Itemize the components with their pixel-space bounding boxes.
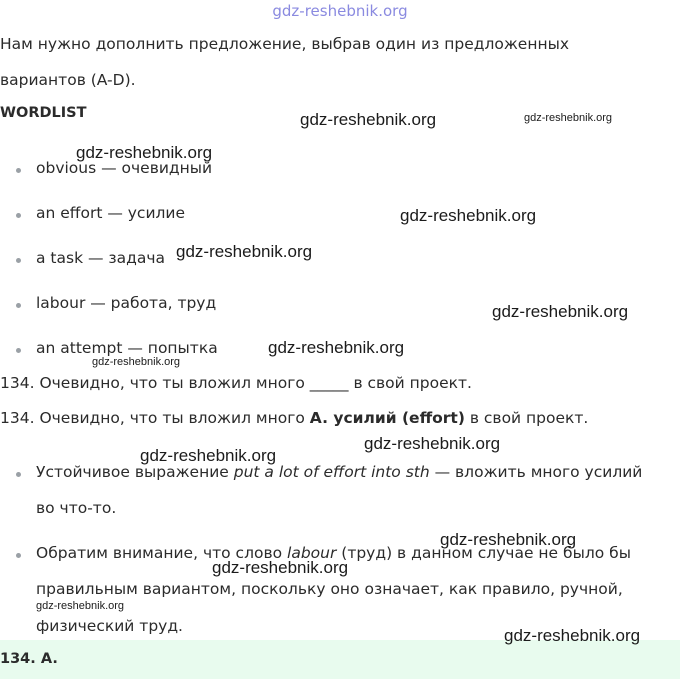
watermark-small: gdz-reshebnik.org	[92, 356, 181, 368]
watermark-small: gdz-reshebnik.org	[36, 600, 125, 612]
watermark: gdz-reshebnik.org	[400, 206, 537, 225]
note-text: — вложить много усилий	[429, 463, 643, 481]
final-answer: 134. A.	[0, 651, 58, 667]
solution-answer: A. усилий (effort)	[309, 409, 465, 427]
note-word: labour	[287, 544, 337, 562]
bullet-dot	[16, 168, 21, 173]
note-1-line-2: во что-то.	[36, 499, 117, 517]
watermark: gdz-reshebnik.org	[212, 558, 349, 577]
wordlist-item: obvious — очевидный	[36, 159, 213, 177]
watermark: gdz-reshebnik.org	[176, 242, 313, 261]
intro-line-2: вариантов (A-D).	[0, 71, 136, 89]
intro-line-1: Нам нужно дополнить предложение, выбрав один из предложенных	[0, 35, 570, 53]
note-1-line-1	[36, 463, 642, 481]
watermark: gdz-reshebnik.org	[76, 143, 213, 162]
note-text: Устойчивое выражение	[36, 463, 234, 481]
watermark: gdz-reshebnik.org	[300, 110, 437, 129]
solution-suffix: в свой проект.	[464, 409, 589, 427]
wordlist-item: an effort — усилие	[36, 204, 186, 222]
bullet-dot	[16, 553, 21, 558]
watermark: gdz-reshebnik.org	[268, 338, 405, 357]
watermark: gdz-reshebnik.org	[440, 530, 577, 549]
note-2-line-2: правильным вариантом, поскольку оно означает, как правило, ручной,	[36, 580, 623, 598]
wordlist-item: an attempt — попытка	[36, 339, 218, 357]
watermark: gdz-reshebnik.org	[504, 626, 641, 645]
watermark-small: gdz-reshebnik.org	[524, 112, 613, 124]
note-text: Обратим внимание, что слово	[36, 544, 288, 562]
bullet-dot	[16, 258, 21, 263]
bullet-dot	[16, 213, 21, 218]
note-expression: put a lot of effort into sth	[233, 463, 430, 481]
solution-prefix: 134. Очевидно, что ты вложил много	[0, 409, 310, 427]
watermark: gdz-reshebnik.org	[492, 302, 629, 321]
wordlist-item: labour — работа, труд	[36, 294, 217, 312]
top-watermark: gdz-reshebnik.org	[272, 2, 408, 20]
note-2-line-3: физический труд.	[36, 617, 183, 635]
wordlist-item: a task — задача	[36, 249, 166, 267]
watermark: gdz-reshebnik.org	[364, 434, 501, 453]
bullet-dot	[16, 303, 21, 308]
bullet-dot	[16, 472, 21, 477]
bullet-dot	[16, 348, 21, 353]
solution-text	[0, 409, 588, 427]
question-text: 134. Очевидно, что ты вложил много _____ в свой проект.	[0, 374, 472, 392]
watermark: gdz-reshebnik.org	[140, 446, 277, 465]
note-text: (труд) в данном случае не было бы	[336, 544, 631, 562]
wordlist-heading: WORDLIST	[0, 105, 87, 121]
